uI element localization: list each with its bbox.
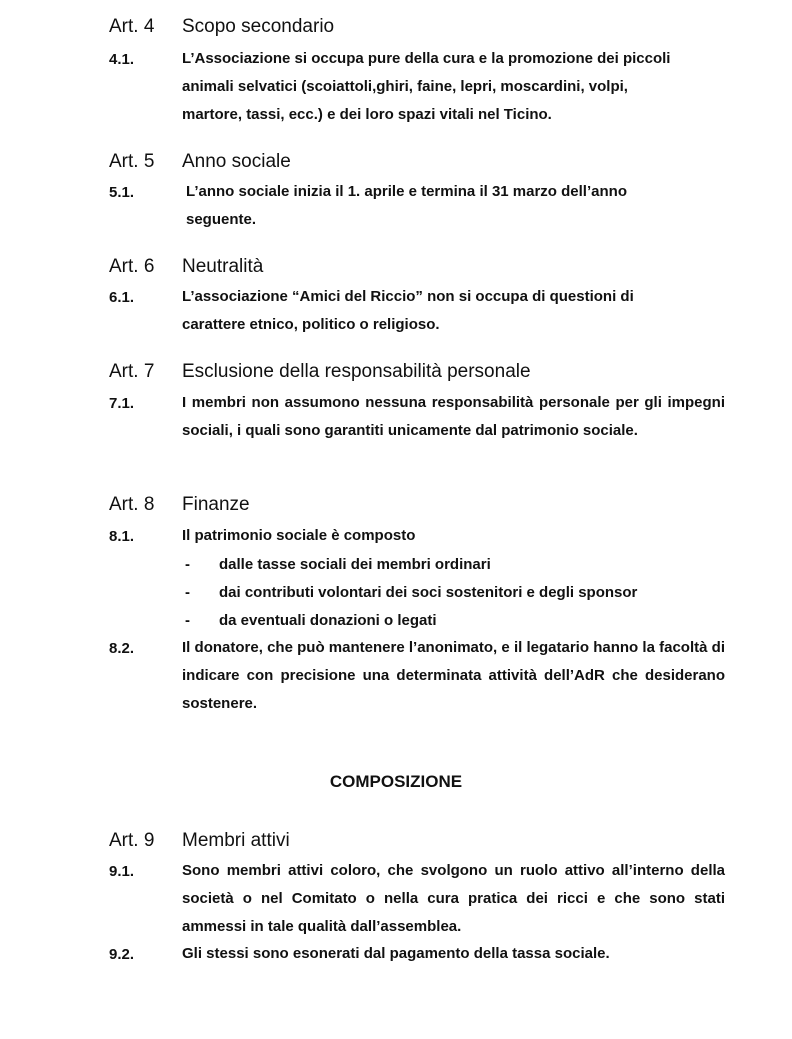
article-5-title: Anno sociale [182, 151, 291, 172]
paragraph-line: L’associazione “Amici del Riccio” non si occupa di questioni di [182, 288, 634, 305]
bullet-item: dai contributi volontari dei soci sostenitori e degli sponsor [219, 584, 638, 601]
bullet-dash: - [185, 584, 190, 601]
paragraph-9-1-number: 9.1. [109, 863, 135, 880]
paragraph-8-2-number: 8.2. [109, 640, 135, 657]
paragraph-8-1-number: 8.1. [109, 528, 135, 545]
paragraph-line: seguente. [186, 211, 257, 228]
paragraph-9-2-text: Gli stessi sono esonerati dal pagamento della tassa sociale. [182, 945, 610, 962]
paragraph-line: animali selvatici (scoiattoli,ghiri, faine, lepri, moscardini, volpi, [182, 78, 628, 95]
bullet-dash: - [185, 556, 190, 573]
paragraph-9-2-number: 9.2. [109, 946, 135, 963]
paragraph-5-1-number: 5.1. [109, 184, 135, 201]
paragraph-line: L’anno sociale inizia il 1. aprile e termina il 31 marzo dell’anno [186, 183, 627, 200]
paragraph-4-1-text [182, 45, 725, 129]
paragraph-7-1-number: 7.1. [109, 395, 135, 412]
paragraph-6-1-number: 6.1. [109, 289, 135, 306]
article-8-title: Finanze [182, 494, 250, 515]
paragraph-line: L’Associazione si occupa pure della cura e la promozione dei piccoli [182, 50, 671, 67]
article-8-number: Art. 8 [109, 494, 155, 515]
paragraph-7-1-text: I membri non assumono nessuna responsabilità personale per gli impegni sociali, i quali sono garantiti unicamente dal patrimonio sociale. [182, 394, 725, 439]
paragraph-8-1-text: Il patrimonio sociale è composto [182, 527, 416, 544]
article-7-number: Art. 7 [109, 361, 155, 382]
section-heading: COMPOSIZIONE [329, 772, 463, 791]
paragraph-6-1-text [182, 283, 725, 339]
paragraph-5-1-text [186, 178, 729, 234]
paragraph-8-2-text: Il donatore, che può mantenere l’anonimato, e il legatario hanno la facoltà di indicare con precisione una determinata attività dell’AdR che desiderano sostenere. [182, 639, 725, 712]
article-4-number: Art. 4 [109, 16, 155, 37]
paragraph-line: martore, tassi, ecc.) e dei loro spazi vitali nel Ticino. [182, 106, 552, 123]
article-9-number: Art. 9 [109, 830, 155, 851]
article-6-title: Neutralità [182, 256, 264, 277]
bullet-item: dalle tasse sociali dei membri ordinari [219, 556, 491, 573]
article-6-number: Art. 6 [109, 256, 155, 277]
paragraph-line: carattere etnico, politico o religioso. [182, 316, 440, 333]
article-7-title: Esclusione della responsabilità personale [182, 361, 531, 382]
bullet-item: da eventuali donazioni o legati [219, 612, 437, 629]
paragraph-9-1-text: Sono membri attivi coloro, che svolgono un ruolo attivo all’interno della società o nel Comitato o nella cura pratica dei ricci e che sono stati ammessi in tale qualità dall’assemblea. [182, 862, 725, 935]
article-5-number: Art. 5 [109, 151, 155, 172]
article-9-title: Membri attivi [182, 830, 290, 851]
paragraph-4-1-number: 4.1. [109, 51, 135, 68]
article-4-title: Scopo secondario [182, 16, 335, 37]
bullet-dash: - [185, 612, 190, 629]
